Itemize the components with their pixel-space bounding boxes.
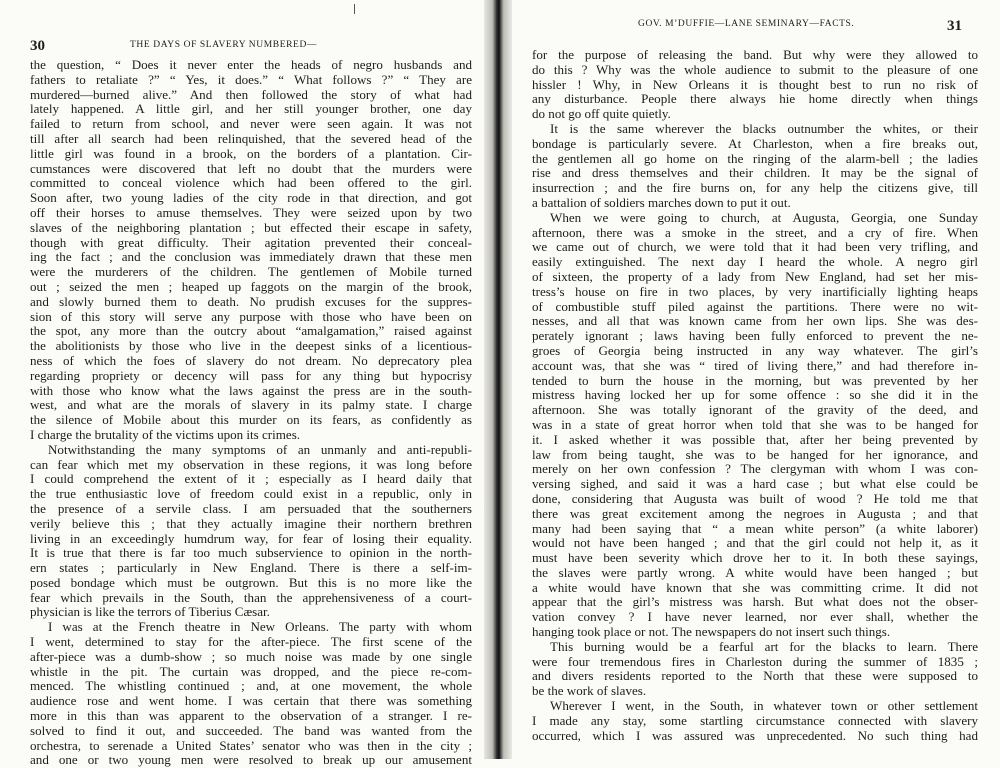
text-line: and one or two young men were resolved to break up our amusement [30, 752, 472, 768]
text-line: bondage is particularly severe. At Charleston, when a fire breaks out, [532, 135, 978, 151]
text-line: afternoon. She was totally ignorant of the gravity of the deed, and [532, 402, 978, 418]
text-line: cumstances were discovered that left no doubt that the murders were [30, 160, 472, 176]
text-line: though with great difficulty. Their agitation prevented their conceal- [30, 234, 472, 250]
text-line: I charge the brutality of the victims upon its crimes. [30, 426, 301, 442]
text-line: a battalion of soldiers marches down to put it out. [532, 194, 791, 210]
right-page [512, 0, 1000, 759]
text-line: fear which prevails in the South, than the apprehensiveness of a court- [30, 589, 472, 605]
text-line: were the murderers of the children. The gentlemen of Mobile turned [30, 264, 472, 280]
text-line: slaves of the neighboring plantation ; but effected their escape in safety, [30, 219, 472, 235]
page-number: 30 [30, 38, 45, 54]
text-line: It is the same wherever the blacks outnumber the whites, or their [550, 120, 978, 136]
text-line: out ; seized the men ; heaped up faggots on the margin of the brook, [30, 278, 472, 294]
text-line: physician is like the terrors of Tiberius Cæsar. [30, 604, 270, 620]
text-line: regarding propriety or decency will pass for any thing but hypocrisy [30, 367, 472, 383]
text-line: be the work of slaves. [532, 683, 647, 699]
text-line: orchestra, to serenade a United States’ senator who was then in the city ; [30, 737, 472, 753]
text-line: the true enthusiastic love of freedom could exist in a republic, only in [30, 486, 472, 502]
text-line: Notwithstanding the many symptoms of an unmanly and anti-republi- [48, 441, 472, 457]
text-line: account was, that she was “ tired of living there,” and had therefore in- [532, 357, 978, 373]
running-head: THE DAYS OF SLAVERY NUMBERED— [130, 40, 318, 50]
text-line: afternoon, there was a smoke in the street, and a cry of fire. When [532, 224, 978, 240]
text-line: were four tremendous fires in Charleston during the summer of 1835 ; [532, 653, 978, 669]
text-line: versing sighed, and said it was a hard case ; but what else could be [532, 476, 978, 492]
text-line: of sixteen, the property of a lady from New England, had set her mis- [532, 268, 978, 284]
stray-mark [354, 4, 355, 14]
body-text [532, 48, 978, 743]
text-line: law from being taught, she was to be hanged for her ignorance, and [532, 446, 978, 462]
text-line: whistle in the pit. The curtain was dropped, and the piece re-com- [30, 663, 472, 679]
text-line: committed to conceal violence which had been offered to the girl. [30, 175, 472, 191]
running-head: GOV. M’DUFFIE—LANE SEMINARY—FACTS. [638, 19, 855, 29]
text-line: fathers to retaliate ?” “ Yes, it does.” “ What follows ?” “ They are [30, 71, 472, 87]
text-line: and divers residents reported to the North that these were supposed to [532, 668, 978, 684]
text-line: the presence of a servile class. I am persuaded that the southerners [30, 500, 472, 516]
text-line: till after all search had been relinquished, that the severed head of the [30, 130, 472, 146]
left-page [0, 0, 484, 768]
text-line: audience rose and went home. I was certain that there was something [30, 693, 472, 709]
text-line: living in an exceedingly humdrum way, for fear of losing their equality. [30, 530, 472, 546]
text-line: west, and what are the morals of slavery in its palmy state. I charge [30, 397, 472, 413]
text-line: with those who know what the laws against the press are in the south- [30, 382, 472, 398]
text-line: It is true that there is far too much subservience to opinion in the north- [30, 545, 472, 561]
text-line: many had been saying that “ a mean white person” (a white laborer) [532, 520, 978, 536]
text-line: can fear which met my observation in these regions, it was long before [30, 456, 472, 472]
text-line: the question, “ Does it never enter the heads of negro husbands and [30, 57, 472, 72]
text-line: occurred, which I was assured was unprecedented. No such thing had [532, 727, 978, 743]
text-line: merely on her own confession ? The clergyman with whom I was con- [532, 461, 978, 477]
text-line: the slaves were partly wrong. A white would have been hanged ; but [532, 564, 978, 580]
text-line: would not have been hanged ; and that the girl could not help it, as it [532, 535, 978, 551]
text-line: ing the fact ; and the conclusion was immediately drawn that these men [30, 249, 472, 265]
text-line: and slowly burned them to death. No prudish excuses for the suppres- [30, 293, 472, 309]
text-line: tended to burn the house in the morning, but was prevented by her [532, 372, 978, 388]
text-line: murdered—burned alive.” And then followed the story of what had [30, 86, 472, 102]
text-line: vation convey ? I have never learned, nor ever shall, whether the [532, 609, 978, 625]
text-line: hissler ! Why, in New Orleans it is thought best to run no risk of [532, 76, 978, 92]
text-line: of combustible stuff piled against the partitions. There were no wit- [532, 298, 978, 314]
text-line: there was great excitement among the negroes in Augusta ; and that [532, 505, 978, 521]
text-line: I went, determined to stay for the after-piece. The first scene of the [30, 634, 472, 650]
text-line: failed to return from school, and never were seen again. It was not [30, 116, 472, 132]
text-line: do this ? Why was the whole audience to submit to the pleasure of one [532, 61, 978, 77]
text-line: When we were going to church, at Augusta, Georgia, one Sunday [550, 209, 978, 225]
text-line: I could comprehend the extent of it ; especially as I heard daily that [30, 471, 472, 487]
text-line: insurrection ; and the fire burns on, for any help the citizens give, till [532, 180, 978, 196]
text-line: Soon after, two young ladies of the city rode in that direction, and got [30, 190, 472, 206]
page-number: 31 [947, 18, 962, 34]
text-line: little girl was found in a brook, on the borders of a plantation. Cir- [30, 145, 472, 161]
text-line: menced. The whistling continued ; and, at one movement, the whole [30, 678, 472, 694]
text-line: appear that the girl’s mistress was harsh. But what does not the obser- [532, 594, 978, 610]
text-line: verily believe this ; that they actually imagine their northern brethren [30, 515, 472, 531]
text-line: posed bondage which must be outgrown. But this is no more like the [30, 574, 472, 590]
text-line: ness of which the foes of slavery do not dream. No deprecatory plea [30, 352, 472, 368]
text-line: This burning would be a fearful art for the blacks to learn. There [550, 638, 978, 654]
text-line: I was at the French theatre in New Orleans. The party with whom [48, 619, 472, 635]
text-line: groes of Georgia being instructed in any way whatever. The girl’s [532, 342, 978, 358]
text-line: the abolitionists by those who live in the deepest sinks of a licentious- [30, 338, 472, 354]
text-line: off their horses to amuse themselves. They were seized upon by two [30, 204, 472, 220]
text-line: the spot, any more than the outcry about “amalgamation,” raised against [30, 323, 472, 339]
text-line: mistress having locked her up for some offence : so she did it in the [532, 387, 978, 403]
text-line: done, considering that Augusta was built of wood ? He told me that [532, 490, 978, 506]
text-line: I made any stay, some startling circumstance connected with slavery [532, 712, 978, 728]
text-line: sion of this story will serve any purpose with those who have been on [30, 308, 472, 324]
text-line: Wherever I went, in the South, in whatever town or other settlement [550, 698, 978, 714]
text-line: lately happened. A little girl, and her still younger brother, one day [30, 101, 472, 117]
text-line: rise and dress themselves and their children. It may be the signal of [532, 165, 978, 181]
text-line: do not go off quite quietly. [532, 106, 671, 122]
text-line: the gentlemen all go home on the ringing of the alarm-bell ; the ladies [532, 150, 978, 166]
text-line: nesses, and all that was known came from her own lips. She was des- [532, 313, 978, 329]
text-line: for the purpose of releasing the band. But why were they allowed to [532, 47, 978, 62]
text-line: it. I asked whether it was possible that, after her being prevented by [532, 431, 978, 447]
body-text [30, 58, 472, 768]
text-line: the silence of Mobile about this murder on its fears, as confidently as [30, 412, 472, 428]
text-line: after-piece was a dumb-show ; so much noise was made by one single [30, 648, 472, 664]
text-line: tress’s house on fire in two places, by very inartificially lighting heaps [532, 283, 978, 299]
book-gutter [484, 0, 512, 759]
text-line: more in this than was apparent to the observation of a stranger. I re- [30, 708, 472, 724]
text-line: hanging took place or not. The newspapers do not insert such things. [532, 624, 891, 640]
text-line: was in a state of great horror when told that she was to be hanged for [532, 416, 978, 432]
text-line: solved to find it out, and succeeded. The band was wanted from the [30, 722, 472, 738]
text-line: must have been severity which drove her to it. In both these sayings, [532, 550, 978, 566]
text-line: any disturbance. People there always hie home directly when things [532, 91, 978, 107]
text-line: a white would have known that she was committing crime. It did not [532, 579, 978, 595]
text-line: easily extinguished. The next day I heard the whole. A negro girl [532, 254, 978, 270]
text-line: ern states ; particularly in New England. There is there a self-im- [30, 560, 472, 576]
text-line: perately ignorant ; laws having been fully enforced to prevent the ne- [532, 328, 978, 344]
text-line: we came out of church, we were told that it had been very trifling, and [532, 239, 978, 255]
